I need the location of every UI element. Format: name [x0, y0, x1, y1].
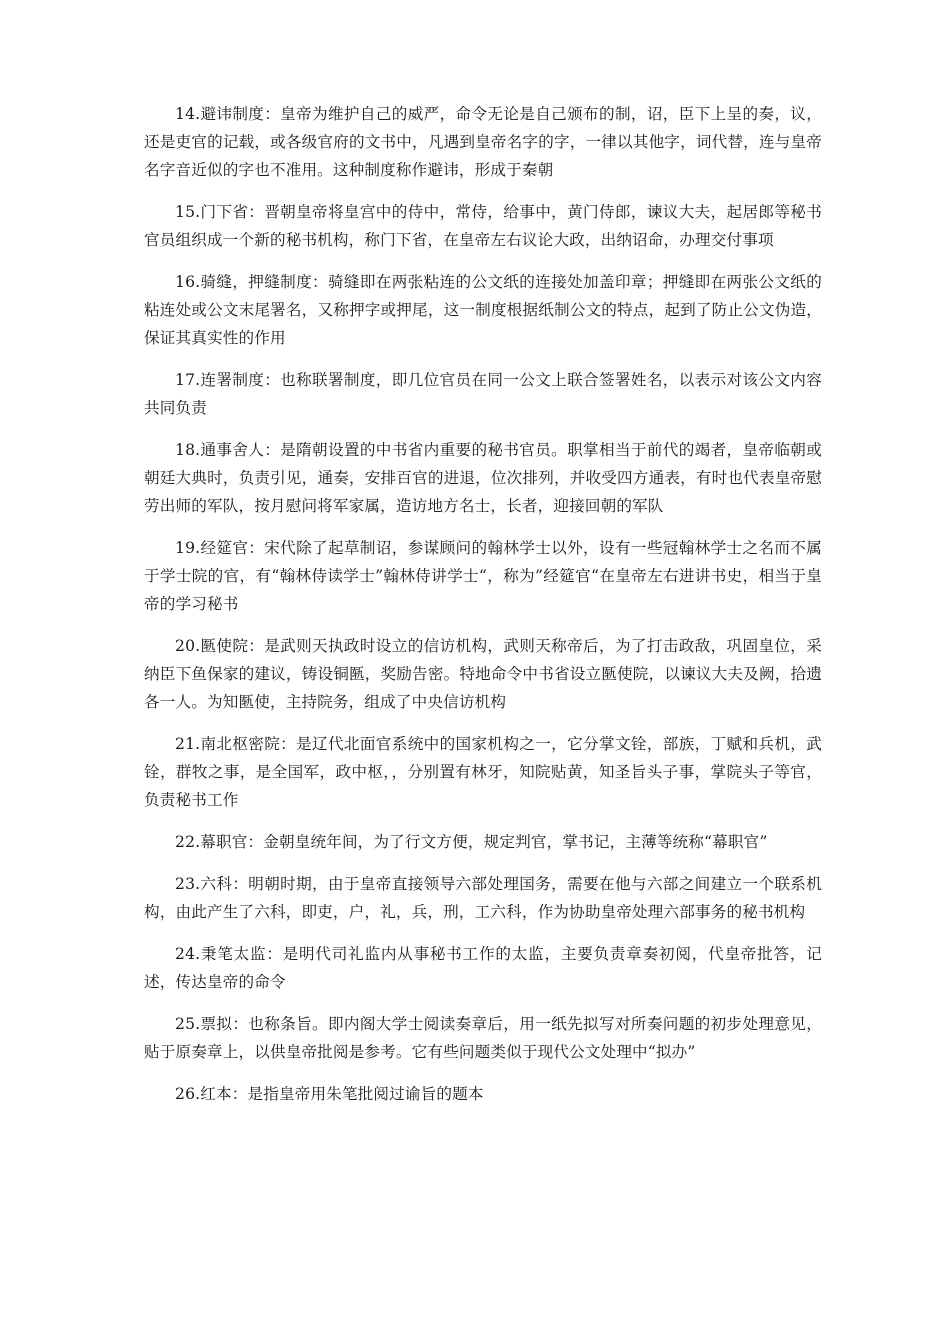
- paragraph-14: 14.避讳制度：皇帝为维护自己的威严，命令无论是自己颁布的制，诏，臣下上呈的奏，议，还是吏官的记载，或各级官府的文书中，凡遇到皇帝名字的字，一律以其他字，词代替，连与皇帝名字音近似的字也不准用。这种制度称作避讳，形成于秦朝: [144, 105, 822, 179]
- paragraph-24: 24.秉笔太监：是明代司礼监内从事秘书工作的太监，主要负责章奏初阅，代皇帝批答，记述，传达皇帝的命令: [144, 945, 822, 991]
- paragraph-26: 26.红本：是指皇帝用朱笔批阅过谕旨的题本: [175, 1085, 484, 1103]
- paragraph-20: 20.匦使院：是武则天执政时设立的信访机构，武则天称帝后，为了打击政敌，巩固皇位，采纳臣下鱼保家的建议，铸设铜匦，奖励告密。特地命令中书省设立匦使院，以谏议大夫及阙，拾遗各一人。为知匦使，主持院务，组成了中央信访机构: [144, 637, 822, 711]
- paragraph-25: 25.票拟：也称条旨。即内阁大学士阅读奏章后，用一纸先拟写对所奏问题的初步处理意见，贴于原奏章上，以供皇帝批阅是参考。它有些问题类似于现代公文处理中“拟办”: [144, 1015, 822, 1061]
- document-body: [144, 100, 822, 1122]
- paragraph-18: 18.通事舍人：是隋朝设置的中书省内重要的秘书官员。职掌相当于前代的竭者，皇帝临朝或朝廷大典时，负责引见，通奏，安排百官的进退，位次排列，并收受四方通表，有时也代表皇帝慰劳出师的军队，按月慰问将军家属，造访地方名士，长者，迎接回朝的军队: [144, 441, 822, 515]
- paragraph-21: 21.南北枢密院：是辽代北面官系统中的国家机构之一，它分掌文铨，部族，丁赋和兵机，武铨，群牧之事，是全国军，政中枢，，分别置有林牙，知院贴黄，知圣旨头子事，掌院头子等官，负责秘书工作: [144, 735, 822, 809]
- paragraph-19: 19.经筵官：宋代除了起草制诏，参谋顾问的翰林学士以外，设有一些冠翰林学士之名而不属于学士院的官，有“翰林侍读学士”翰林侍讲学士“，称为”经筵官“在皇帝左右进讲书史，相当于皇帝的学习秘书: [144, 539, 822, 613]
- paragraph-23: 23.六科：明朝时期，由于皇帝直接领导六部处理国务，需要在他与六部之间建立一个联系机构，由此产生了六科，即吏，户，礼，兵，刑，工六科，作为协助皇帝处理六部事务的秘书机构: [144, 875, 822, 921]
- paragraph-22: 22.幕职官：金朝皇统年间，为了行文方便，规定判官，掌书记，主薄等统称“幕职官”: [175, 833, 768, 851]
- paragraph-17: 17.连署制度：也称联署制度，即几位官员在同一公文上联合签署姓名，以表示对该公文内容共同负责: [144, 371, 822, 417]
- paragraph-15: 15.门下省：晋朝皇帝将皇宫中的侍中，常侍，给事中，黄门侍郎，谏议大夫，起居郎等秘书官员组织成一个新的秘书机构，称门下省，在皇帝左右议论大政，出纳诏命，办理交付事项: [144, 203, 822, 249]
- paragraph-16: 16.骑缝，押缝制度：骑缝即在两张粘连的公文纸的连接处加盖印章；押缝即在两张公文纸的粘连处或公文末尾署名，又称押字或押尾，这一制度根据纸制公文的特点，起到了防止公文伪造，保证其真实性的作用: [144, 273, 822, 347]
